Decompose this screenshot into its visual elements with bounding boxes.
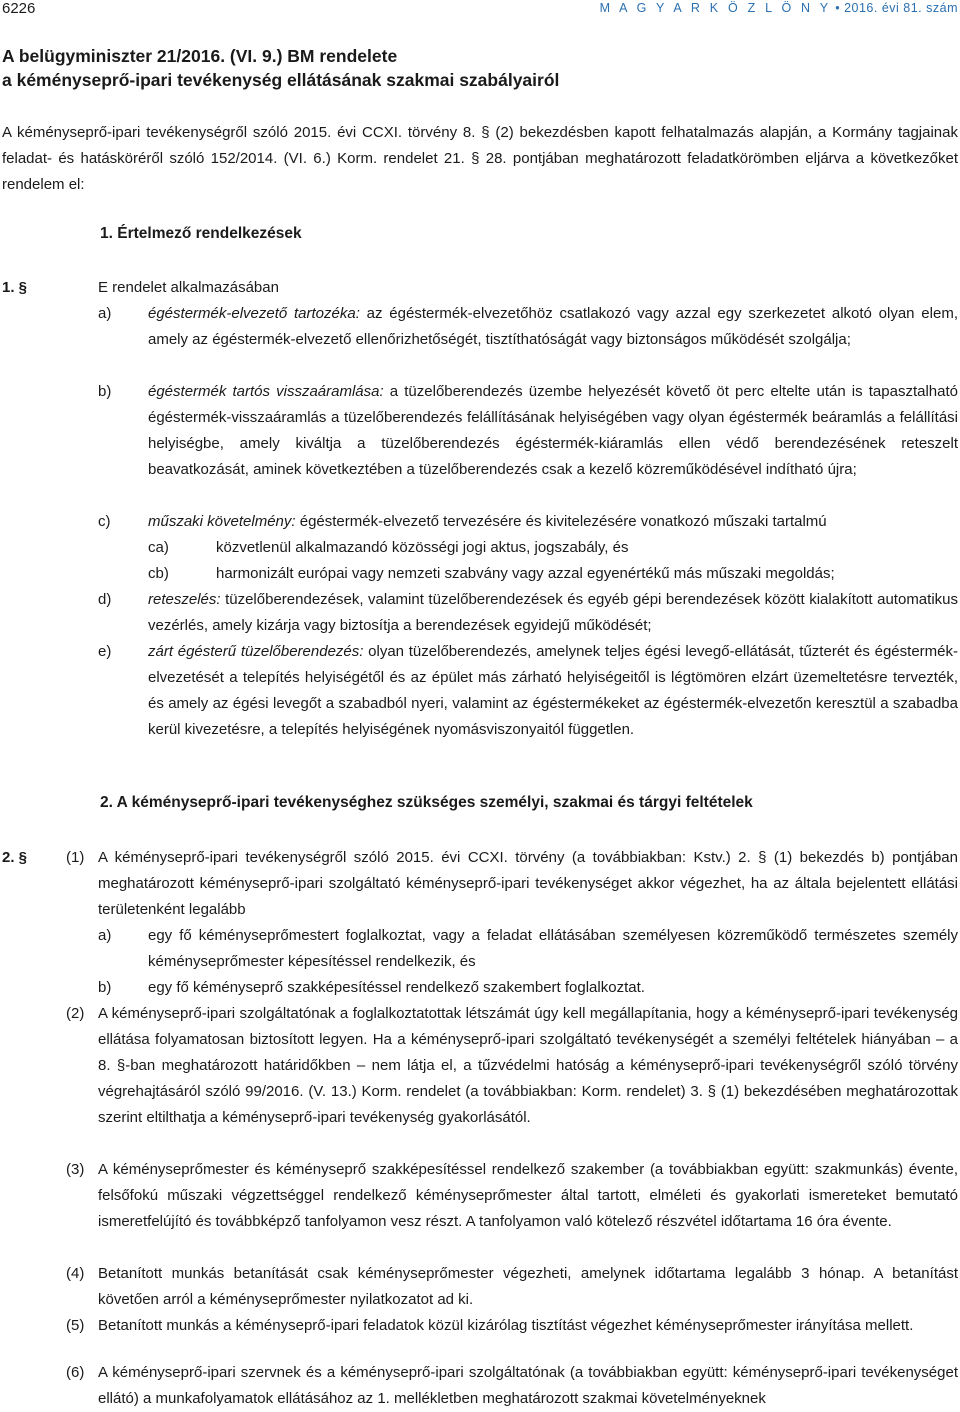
definition-item-a [148,301,958,353]
definition-item-b [148,379,958,483]
journal-name: M A G Y A R K Ö Z L Ö N Y [599,1,832,15]
item-label: e) [98,643,112,660]
subsection-5: Betanított munkás a kéményseprő-ipari feladatok közül kizárólag tisztítást végezhet kéményseprőmester irányítása mellett. [98,1317,914,1334]
definition-text: égéstermék-elvezető tervezésére és kivitelezésére vonatkozó műszaki tartalmú [295,513,827,530]
subsection-1: A kéményseprő-ipari tevékenységről szóló 2015. évi CCXI. törvény (a továbbiakban: Kstv.) 2. § (1) bekezdés b) pontjában meghatározott kéményseprő-ipari szolgáltató kéményseprő-ipari tevékenységet akkor végezhet, ha az általa bejelentett ellátási területenként legalább [98,849,958,918]
decree-title-line-2: a kéményseprő-ipari tevékenység ellátásának szakmai szabályairól [2,70,560,90]
definition-text: az égéstermék-elvezetőhöz csatlakozó vagy azzal egy szerkezetet alkotó olyan elem, amely az égéstermék-elvezető ellenőrizhetőségét, tisztíthatóságát vagy biztonságos működését szolgálja; [148,305,958,348]
subitem-label: cb) [148,565,169,582]
subitem-text: közvetlenül alkalmazandó közösségi jogi aktus, jogszabály, és [216,539,629,556]
paragraph-1-label: 1. § [2,279,28,296]
journal-issue: • 2016. évi 81. szám [831,1,958,15]
definition-term: égéstermék-elvezető tartozéka: [148,305,360,322]
section-1-heading: 1. Értelmező rendelkezések [100,225,302,242]
decree-title-line-1: A belügyminiszter 21/2016. (VI. 9.) BM rendelete [2,46,398,66]
journal-header [600,1,958,15]
subitem-text: egy fő kéményseprőmestert foglalkoztat, vagy a feladat ellátásában személyesen közreműködő természetes személy kéményseprőmester képesítéssel rendelkezik, és [148,927,958,970]
definition-term: reteszelés: [148,591,221,608]
decree-title [2,44,559,92]
subsection-6: A kéményseprő-ipari szervnek és a kéményseprő-ipari szolgáltatónak (a továbbiakban együtt: kéményseprő-ipari tevékenységet ellátó) a munkafolyamatok ellátásához az 1. mellékletben meghatározott szakmai követelményeknek [98,1364,958,1407]
definition-text: olyan tüzelőberendezés, amelynek teljes égési levegő-ellátását, tűzterét és égéstermék-elvezetését a telepítés helyiségétől és az épület más zárható helyiségeitől is légtömören elzárt üzemeltetésre tervezték, és amely az égési levegőt a szabadból nyeri, valamint az égéstermékeket az égéstermék-elvezetőn keresztül a szabadba kerül kivezetésre, a telepítés helyiségének nyomásviszonyaitól független. [148,643,958,738]
definition-term: műszaki követelmény: [148,513,296,530]
subitem-label: b) [98,979,112,996]
item-label: b) [98,383,112,400]
subsection-3: A kéményseprőmester és kéményseprő szakképesítéssel rendelkező szakember (a továbbiakban együtt: szakmunkás) évente, felsőfokú műszaki végzettséggel rendelkező kéményseprőmester által tartott, elméleti és gyakorlati ismereteket bemutató ismeretfelújító és továbbképző tanfolyamon vesz részt. A tanfolyamon való kötelező részvétel időtartama 16 óra évente. [98,1161,958,1230]
item-label: c) [98,513,111,530]
subsection-label: (4) [66,1265,85,1282]
subitem-label: a) [98,927,112,944]
subitem-text: egy fő kéményseprő szakképesítéssel rendelkező szakembert foglalkoztat. [148,979,645,996]
subsection-label: (3) [66,1161,85,1178]
definition-term: zárt égésterű tüzelőberendezés: [148,643,364,660]
page-number: 6226 [2,0,36,17]
subsection-label: (6) [66,1364,85,1381]
definition-text: tüzelőberendezések, valamint tüzelőberendezések és egyéb gépi berendezések között kialakított automatikus vezérlés, amely kizárja vagy biztosítja a berendezések egyidejű működését; [148,591,958,634]
subsection-4: Betanított munkás betanítását csak kéményseprőmester végezheti, amelynek időtartama legalább 3 hónap. A betanítást követően arról a kéményseprőmester nyilatkozatot ad ki. [98,1265,958,1308]
paragraph-1-intro: E rendelet alkalmazásában [98,279,279,296]
paragraph-2-label: 2. § [2,849,28,866]
item-label: d) [98,591,112,608]
subsection-label: (1) [66,849,85,866]
subitem-label: ca) [148,539,169,556]
subitem-text: harmonizált európai vagy nemzeti szabvány vagy azzal egyenértékű más műszaki megoldás; [216,565,835,582]
subsection-2: A kéményseprő-ipari szolgáltatónak a foglalkoztatottak létszámát úgy kell megállapítania, hogy a kéményseprő-ipari tevékenység ellátása folyamatosan biztosított legyen. Ha a kéményseprő-ipari szolgáltató tevékenységét a személyi feltételek hiányában – a 8. §-ban meghatározott határidőkben – nem látja el, a tűzvédelmi hatóság a kéményseprő-ipari tevékenységről szóló törvény végrehajtásáról szóló 99/2016. (V. 13.) Korm. rendelet (a továbbiakban: Korm. rendelet) 3. § (1) bekezdésében meghatározottak szerint eltilthatja a kéményseprő-ipari tevékenység gyakorlásától. [98,1005,958,1126]
definition-item-e [148,639,958,743]
definition-term: égéstermék tartós visszaáramlása: [148,383,384,400]
subsection-label: (5) [66,1317,85,1334]
item-label: a) [98,305,112,322]
subsection-label: (2) [66,1005,85,1022]
preamble: A kéményseprő-ipari tevékenységről szóló 2015. évi CCXI. törvény 8. § (2) bekezdésben kapott felhatalmazás alapján, a Kormány tagjainak feladat- és hatásköréről szóló 152/2014. (VI. 6.) Korm. rendelet 21. § 28. pontjában meghatározott feladatkörömben eljárva a következőket rendelem el: [2,124,958,193]
definition-text: a tüzelőberendezés üzembe helyezését követő öt perc eltelte után is tapasztalható égéstermék-visszaáramlás a tüzelőberendezés felállításának helyiségében vagy olyan égéstermék beáramlás a felállítási helyiségbe, amely kiváltja a tüzelőberendezés égéstermék-kiáramlás ellen védő berendezésének reteszelt beavatkozását, aminek következtében a tüzelőberendezés csak a kezelő közreműködésével indítható újra; [148,383,958,478]
definition-item-c [148,509,827,535]
section-2-heading: 2. A kéményseprő-ipari tevékenységhez szükséges személyi, szakmai és tárgyi feltételek [100,794,753,811]
definition-item-d [148,587,958,639]
